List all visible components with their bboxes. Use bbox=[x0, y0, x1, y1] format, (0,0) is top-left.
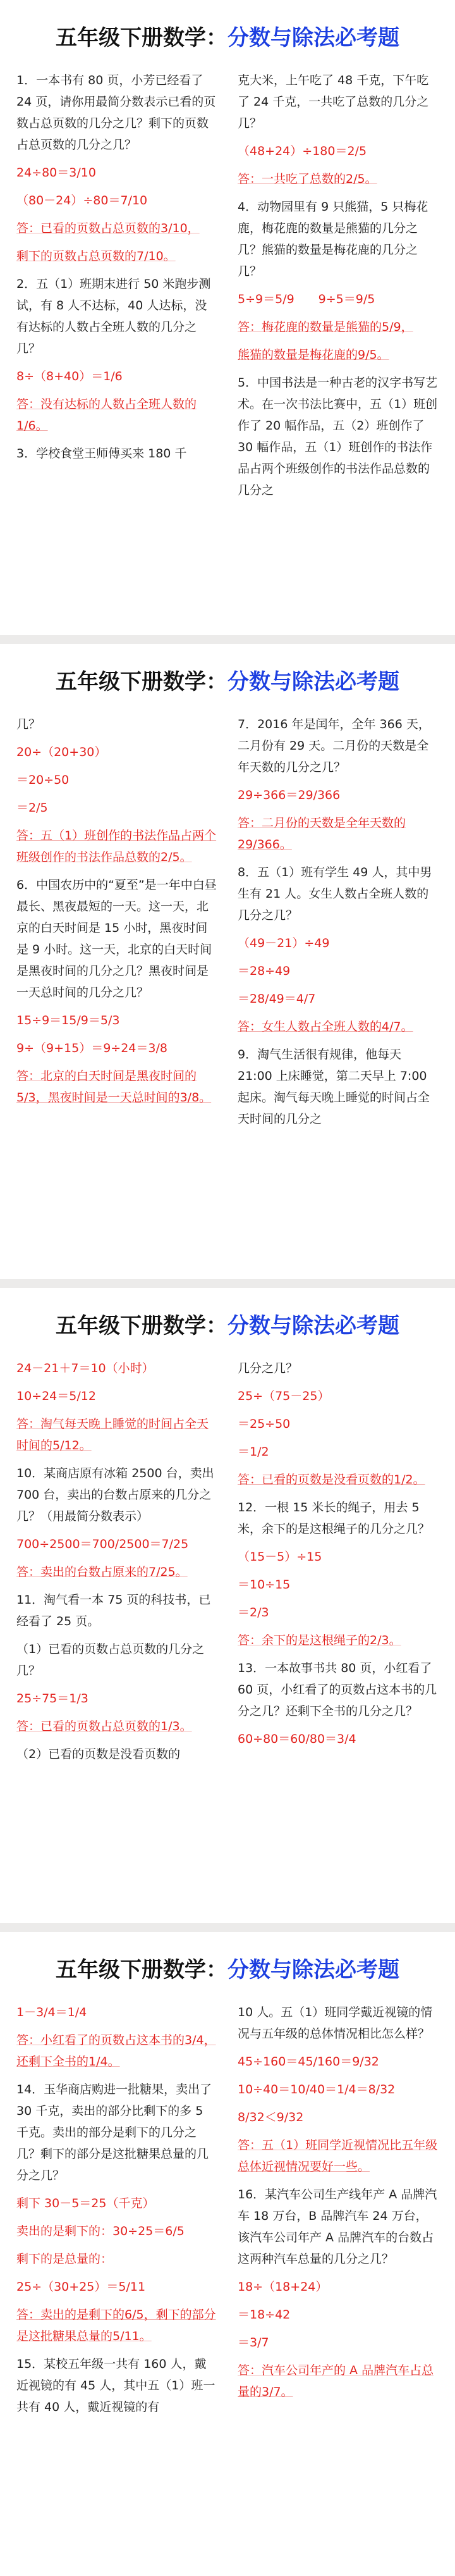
question-text: 14．玉华商店购进一批糖果，卖出了 30 千克，卖出的部分比剩下的多 5 千克。卖出的部分是剩下的几分之几？剩下的部分是这批糖果总量的几分之几？ bbox=[16, 2083, 212, 2183]
worksheet-card-3 bbox=[0, 1288, 455, 1923]
worksheet-card-4 bbox=[0, 1932, 455, 2567]
question-text: 6．中国农历中的“夏至”是一年中白昼最长、黑夜最短的一天。这一天，北京的白天时间是 15 小时，黑夜时间是 9 小时。这一天，北京的白天时间是黑夜时间的几分之几？黑夜时间是一天总时间的几分之几？ bbox=[16, 878, 217, 1000]
question-text: 几分之几？ bbox=[238, 1361, 298, 1375]
answer-line: 答：卖出的是剩下的6/5，剩下的部分是这批糖果总量的5/11。 bbox=[16, 2308, 216, 2343]
answer-line: 答：二月份的天数是全年天数的29/366。 bbox=[238, 816, 406, 851]
solution-line: 24－21＋7＝10（小时） bbox=[16, 1361, 154, 1375]
card-title bbox=[0, 1956, 455, 1984]
question-text: 10 人。五（1）班同学戴近视镜的情况与五年级的总体情况相比怎么样？ bbox=[238, 2005, 433, 2041]
card-title bbox=[0, 1312, 455, 1340]
card-separator bbox=[0, 635, 455, 644]
question-text: （1）已看的页数占总页数的几分之几？ bbox=[16, 1642, 205, 1678]
solution-line: 18÷（18+24） bbox=[238, 2280, 328, 2294]
left-column bbox=[16, 2002, 217, 2424]
answer-line: 答：梅花鹿的数量是熊猫的5/9， bbox=[238, 320, 413, 334]
solution-line: 29÷366＝29/366 bbox=[238, 788, 341, 802]
question-text: 1．一本书有 80 页，小芳已经看了 24 页，请你用最简分数表示已看的页数占总页数的几分之几？剩下的页数占总页数的几分之几？ bbox=[16, 73, 216, 152]
solution-line: 20÷（20+30） bbox=[16, 745, 107, 759]
question-text: 几？ bbox=[16, 717, 41, 731]
solution-line: 1－3/4＝1/4 bbox=[16, 2005, 87, 2019]
solution-line: ＝10÷15 bbox=[238, 1578, 291, 1592]
answer-line: 答：没有达标的人数占全班人数的1/6。 bbox=[16, 397, 197, 433]
title-black: 五年级下册数学： bbox=[56, 669, 228, 695]
solution-line: 10÷40＝10/40＝1/4＝8/32 bbox=[238, 2083, 396, 2096]
solution-line: ＝1/2 bbox=[238, 1445, 269, 1459]
question-text: 13．一本故事书共 80 页，小红看了 60 页，小红看了的页数占这本书的几分之几？还剩下全书的几分之几？ bbox=[238, 1661, 437, 1718]
worksheet-card-1 bbox=[0, 0, 455, 635]
solution-line: 25÷（75－25） bbox=[238, 1389, 330, 1403]
answer-line: 答：小红看了的页数占这本书的3/4，还剩下全书的1/4。 bbox=[16, 2033, 216, 2069]
right-column bbox=[238, 1358, 439, 1756]
title-black: 五年级下册数学： bbox=[56, 1313, 228, 1339]
answer-line: 熊猫的数量是梅花鹿的9/5。 bbox=[238, 348, 389, 362]
left-column bbox=[16, 714, 217, 1115]
solution-line: （80－24）÷80＝7/10 bbox=[16, 194, 148, 207]
solution-line: 8÷（8+40）＝1/6 bbox=[16, 369, 123, 383]
answer-line: 答：女生人数占全班人数的4/7。 bbox=[238, 1020, 413, 1034]
answer-line: 答：已看的页数占总页数的3/10， bbox=[16, 221, 200, 235]
answer-line: 答：淘气每天晚上睡觉的时间占全天时间的5/12。 bbox=[16, 1417, 209, 1452]
solution-line: （15－5）÷15 bbox=[238, 1550, 322, 1564]
solution-line: 25÷（30+25）＝5/11 bbox=[16, 2280, 146, 2294]
solution-line: （49－21）÷49 bbox=[238, 936, 330, 950]
question-text: 4．动物园里有 9 只熊猫，5 只梅花鹿，梅花鹿的数量是熊猫的几分之几？熊猫的数量是梅花鹿的几分之几？ bbox=[238, 200, 428, 278]
question-text: 9．淘气生活很有规律，他每天 21:00 上床睡觉，第二天早上 7:00 起床。淘气每天晚上睡觉的时间占全天时间的几分之 bbox=[238, 1048, 430, 1126]
solution-line: 5÷9＝5/9 9÷5＝9/5 bbox=[238, 292, 375, 306]
title-blue: 分数与除法必考题 bbox=[228, 25, 399, 51]
answer-line: 答：卖出的台数占原来的7/25。 bbox=[16, 1565, 188, 1579]
question-text: 克大米，上午吃了 48 千克，下午吃了 24 千克，一共吃了总数的几分之几？ bbox=[238, 73, 429, 130]
question-text: 5．中国书法是一种古老的汉字书写艺术。在一次书法比赛中，五（1）班创作了 20 幅作品，五（2）班创作了 30 幅作品，五（1）班创作的书法作品占两个班级创作的书法作品总数的几分之 bbox=[238, 376, 438, 497]
solution-line: 700÷2500＝700/2500＝7/25 bbox=[16, 1537, 189, 1551]
solution-line: 10÷24＝5/12 bbox=[16, 1389, 96, 1403]
question-text: 8．五（1）班有学生 49 人，其中男生有 21 人。女生人数占全班人数的几分之几？ bbox=[238, 865, 432, 922]
solution-line: 45÷160＝45/160＝9/32 bbox=[238, 2055, 379, 2069]
solution-line: ＝18÷42 bbox=[238, 2308, 291, 2322]
solution-line: 15÷9＝15/9＝5/3 bbox=[16, 1013, 120, 1027]
title-blue: 分数与除法必考题 bbox=[228, 1957, 399, 1983]
solution-line: ＝2/3 bbox=[238, 1606, 269, 1619]
solution-line: 剩下的是总量的： bbox=[16, 2252, 113, 2266]
card-title bbox=[0, 668, 455, 696]
question-text: 12．一根 15 米长的绳子，用去 5 米，余下的是这根绳子的几分之几？ bbox=[238, 1501, 430, 1536]
answer-line: 答：余下的是这根绳子的2/3。 bbox=[238, 1633, 401, 1647]
solution-line: ＝2/5 bbox=[16, 801, 48, 815]
title-blue: 分数与除法必考题 bbox=[228, 669, 399, 695]
answer-line: 答：五（1）班创作的书法作品占两个班级创作的书法作品总数的2/5。 bbox=[16, 829, 217, 864]
solution-line: ＝28/49＝4/7 bbox=[238, 992, 316, 1006]
question-text: 15．某校五年级一共有 160 人，戴近视镜的有 45 人，其中五（1）班一共有 40 人，戴近视镜的有 bbox=[16, 2357, 215, 2414]
title-black: 五年级下册数学： bbox=[56, 1957, 228, 1983]
solution-line: 25÷75＝1/3 bbox=[16, 1692, 88, 1706]
solution-line: ＝25÷50 bbox=[238, 1417, 291, 1431]
solution-line: 9÷（9+15）＝9÷24＝3/8 bbox=[16, 1041, 167, 1055]
solution-line: 60÷80＝60/80＝3/4 bbox=[238, 1732, 356, 1746]
solution-line: 卖出的是剩下的：30÷25＝6/5 bbox=[16, 2224, 185, 2238]
card-separator bbox=[0, 1923, 455, 1932]
question-text: 2．五（1）班期末进行 50 米跑步测试，有 8 人不达标，40 人达标，没有达标的人数占全班人数的几分之几？ bbox=[16, 277, 211, 356]
solution-line: （48+24）÷180＝2/5 bbox=[238, 144, 367, 158]
left-column bbox=[16, 70, 217, 471]
card-title bbox=[0, 24, 455, 52]
question-text: 3．学校食堂王师傅买来 180 千 bbox=[16, 447, 187, 461]
answer-line: 答：已看的页数占总页数的1/3。 bbox=[16, 1719, 192, 1733]
answer-line: 答：北京的白天时间是黑夜时间的5/3，黑夜时间是一天总时间的3/8。 bbox=[16, 1069, 212, 1105]
question-text: （2）已看的页数是没看页数的 bbox=[16, 1747, 181, 1761]
worksheet-card-2 bbox=[0, 644, 455, 1279]
question-text: 16．某汽车公司生产线年产 A 品牌汽车 18 万台，B 品牌汽车 24 万台，该汽车公司年产 A 品牌汽车的台数占这两种汽车总量的几分之几？ bbox=[238, 2188, 437, 2266]
card-separator bbox=[0, 1279, 455, 1288]
answer-line: 剩下的页数占总页数的7/10。 bbox=[16, 249, 176, 263]
answer-line: 答：五（1）班同学近视情况比五年级总体近视情况要好一些。 bbox=[238, 2138, 438, 2174]
solution-line: 剩下 30－5＝25（千克） bbox=[16, 2196, 155, 2210]
question-text: 11．淘气看一本 75 页的科技书，已经看了 25 页。 bbox=[16, 1593, 211, 1628]
solution-line: 24÷80＝3/10 bbox=[16, 166, 96, 180]
title-blue: 分数与除法必考题 bbox=[228, 1313, 399, 1339]
solution-line: 8/32＜9/32 bbox=[238, 2110, 304, 2124]
right-column bbox=[238, 70, 439, 507]
right-column bbox=[238, 714, 439, 1136]
answer-line: 答：一共吃了总数的2/5。 bbox=[238, 172, 377, 186]
right-column bbox=[238, 2002, 439, 2409]
question-text: 7．2016 年是闰年，全年 366 天，二月份有 29 天。二月份的天数是全年天数的几分之几？ bbox=[238, 717, 430, 774]
answer-line: 答：汽车公司年产的 A 品牌汽车占总量的3/7。 bbox=[238, 2363, 434, 2399]
solution-line: ＝3/7 bbox=[238, 2336, 269, 2350]
solution-line: ＝28÷49 bbox=[238, 964, 291, 978]
title-black: 五年级下册数学： bbox=[56, 25, 228, 51]
question-text: 10．某商店原有冰箱 2500 台，卖出 700 台，卖出的台数占原来的几分之几？（用最简分数表示） bbox=[16, 1466, 214, 1523]
left-column bbox=[16, 1358, 217, 1771]
solution-line: ＝20÷50 bbox=[16, 773, 70, 787]
answer-line: 答：已看的页数是没看页数的1/2。 bbox=[238, 1473, 425, 1487]
